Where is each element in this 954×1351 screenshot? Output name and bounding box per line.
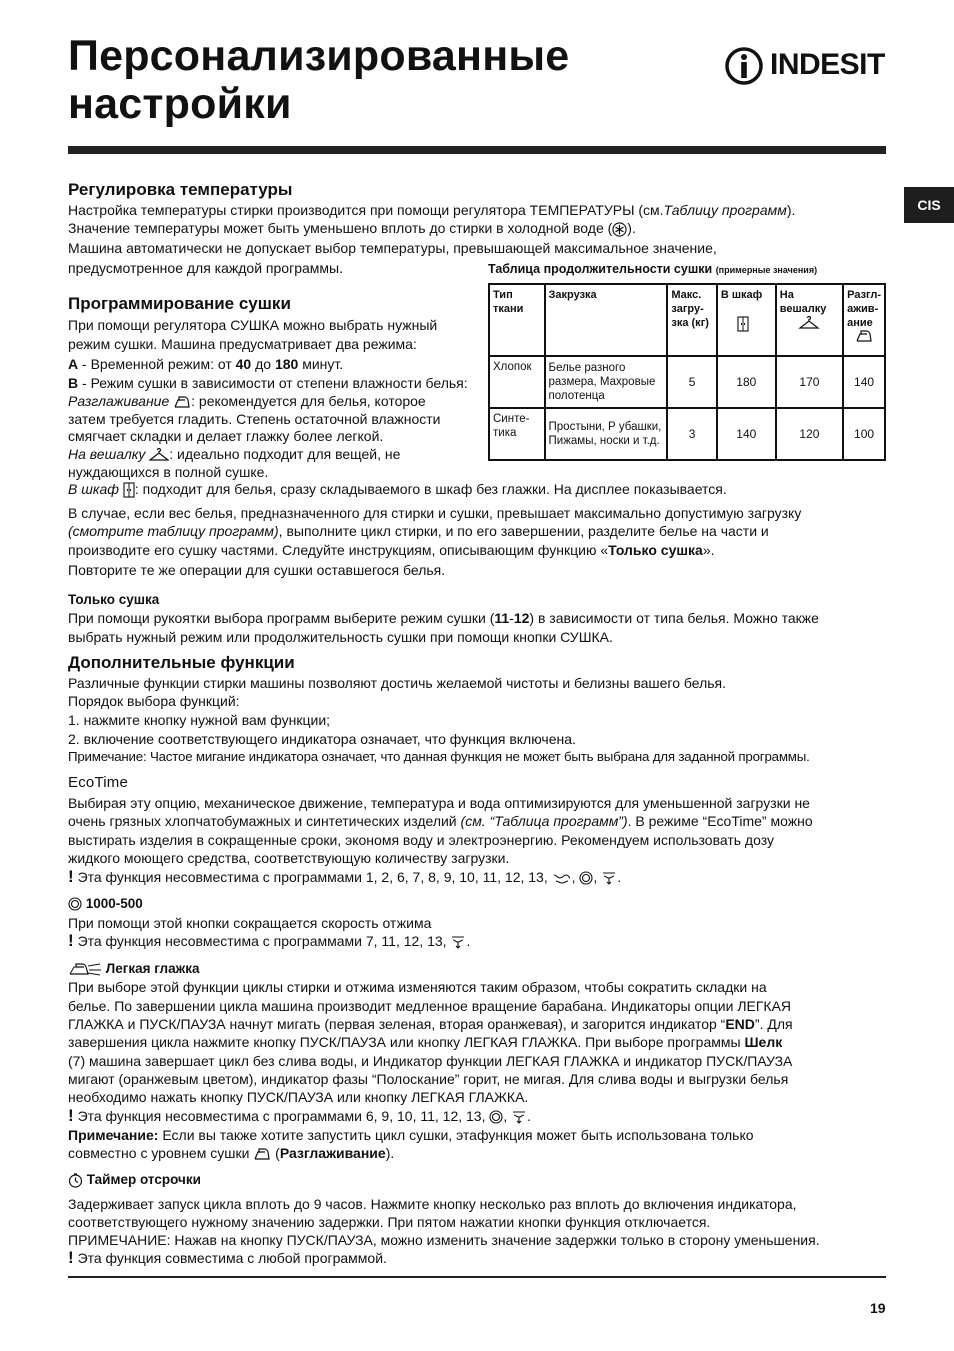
easy-iron-line-5: (7) машина завершает цикл без слива воды, и Индикатор функции ЛЕГКАЯ ГЛАЖКА и индикатор ПУСК/ПАУЗА (68, 1053, 793, 1069)
easy-iron-line-3: ГЛАЖКА и ПУСК/ПАУЗА начнут мигать (первая зеленая, вторая оранжевая), и загорится индикатор “END”. Для (68, 1016, 793, 1032)
indesit-logo (722, 44, 888, 86)
drain-icon (450, 935, 466, 949)
timer-icon (68, 1173, 83, 1188)
brand-i-icon (724, 46, 764, 86)
cupboard-icon (737, 316, 749, 332)
only-dry-heading: Только сушка (68, 592, 160, 607)
extra-line-3: 1. нажмите кнопку нужной вам функции; (68, 712, 331, 728)
cell-iron: 140 (843, 356, 885, 408)
dry-line-2: режим сушки. Машина предусматривает два режима: (68, 336, 417, 352)
language-tab: CIS (904, 187, 954, 223)
col-header-type: Тип ткани (489, 284, 545, 356)
brand-name: INDESIT (770, 48, 885, 81)
dry-cupboard-line: В шкаф : подходит для белья, сразу складываемого в шкаф без глажки. На дисплее показывается. (68, 481, 727, 497)
extra-line-4: 2. включение соответствующего индикатора означает, что функция включена. (68, 731, 576, 747)
iron-icon (173, 396, 191, 408)
timer-title: Таймер отсрочки (68, 1171, 201, 1188)
cell-hanger: 170 (776, 356, 843, 408)
ecotime-warning: ! Эта функция несовместима с программами 1, 2, 6, 7, 8, 9, 10, 11, 12, 13, , , . (68, 867, 622, 886)
spin-icon (68, 897, 82, 911)
ecotime-line-1: Выбирая эту опцию, механическое движение, температура и вода оптимизируются для уменьшенной загрузки не (68, 795, 810, 811)
cell-load: Белье разного размера, Махровые полотенца (545, 356, 668, 408)
snowflake-icon (612, 222, 627, 237)
spin-section-title: 1000-500 (68, 895, 143, 912)
spin-warning: ! Эта функция несовместима с программами 7, 11, 12, 13, . (68, 931, 471, 950)
table-row (489, 408, 885, 460)
dry-p2-line-2: (смотрите таблицу программ), выполните цикл стирки, и по его завершении, разделите белье на части и (68, 523, 769, 539)
wool-icon (552, 871, 572, 885)
dry-iron-line-3: смягчает складки и делает глажку более легкой. (68, 428, 384, 444)
dry-p2-line-1: В случае, если вес белья, предназначенного для стирки и сушки, превышает максимально допустимую загрузку (68, 505, 802, 521)
page-title (68, 32, 569, 128)
spin-icon (579, 871, 593, 885)
dry-mode-a: A - Временной режим: от 40 до 180 минут. (68, 356, 344, 372)
temp-line-3: Машина автоматически не допускает выбор температуры, превышающей максимальное значение, (68, 240, 717, 256)
warning-icon: ! (68, 1248, 74, 1267)
warning-icon: ! (68, 931, 74, 950)
cell-max: 5 (667, 356, 717, 408)
timer-warning: ! Эта функция совместима с любой программой. (68, 1248, 387, 1267)
warning-icon: ! (68, 867, 74, 886)
ecotime-line-3: выстирать изделия в сокращенные сроки, экономя воду и электроэнергию. Рекомендуем использовать дозу (68, 832, 774, 848)
hanger-icon (149, 448, 169, 462)
dry-line-1: При помощи регулятора СУШКА можно выбрать нужный (68, 317, 438, 333)
cell-max: 3 (667, 408, 717, 460)
col-header-hanger: На вешалку (776, 284, 843, 356)
easy-iron-note-1: Примечание: Если вы также хотите запустить цикл сушки, этафункция может быть использована только (68, 1127, 754, 1143)
spin-icon (489, 1110, 503, 1124)
cell-hanger: 120 (776, 408, 843, 460)
temp-heading: Регулировка температуры (68, 180, 293, 199)
cell-cupboard: 180 (717, 356, 776, 408)
title-line-2: настройки (68, 80, 292, 128)
hanger-icon (798, 316, 820, 330)
header-divider (68, 146, 886, 154)
title-line-1: Персонализированные (68, 32, 570, 80)
timer-line-3: ПРИМЕЧАНИЕ: Нажав на кнопку ПУСК/ПАУЗА, можно изменить значение задержки только в сторону уменьшения. (68, 1232, 820, 1248)
temp-line-1: Настройка температуры стирки производится при помощи регулятора ТЕМПЕРАТУРЫ (см.Таблицу программ). (68, 202, 796, 218)
drain-icon (511, 1110, 527, 1124)
spin-line-1: При помощи этой кнопки сокращается скорость отжима (68, 915, 432, 931)
col-header-iron: Разгл-ажив-ание (843, 284, 885, 356)
easy-iron-title: Легкая глажка (68, 960, 199, 977)
ecotime-line-4: жидкого моющего средства, соответствующую количеству загрузки. (68, 850, 510, 866)
iron-icon (253, 1148, 271, 1160)
warning-icon: ! (68, 1106, 74, 1125)
only-dry-line-1: При помощи рукоятки выбора программ выберите режим сушки (11-12) в зависимости от типа белья. Можно также (68, 610, 819, 626)
extra-heading: Дополнительные функции (68, 653, 295, 672)
easy-iron-line-2: белье. По завершении цикла машина производит медленное вращение барабана. Индикаторы опции ЛЕГКАЯ (68, 998, 792, 1014)
cell-iron: 100 (843, 408, 885, 460)
dry-hanger-line: На вешалку : идеально подходит для вещей, не (68, 446, 401, 462)
easy-iron-note-2: совместно с уровнем сушки (Разглаживание). (68, 1145, 395, 1161)
cell-type: Синте-тика (489, 408, 545, 460)
easy-iron-line-1: При выборе этой функции циклы стирки и отжима изменяются таким образом, чтобы сократить складки на (68, 979, 767, 995)
easy-iron-line-7: необходимо нажать кнопку ПУСК/ПАУЗА или кнопку ЛЕГКАЯ ГЛАЖКА. (68, 1089, 529, 1105)
cell-type: Хлопок (489, 356, 545, 408)
dry-mode-b: B - Режим сушки в зависимости от степени влажности белья: (68, 375, 468, 391)
extra-note: Примечание: Частое мигание индикатора означает, что данная функция не может быть выбрана для заданной программы. (68, 749, 810, 764)
temp-line-2: Значение температуры может быть уменьшено вплоть до стирки в холодной воде ( ). (68, 220, 636, 236)
footer-divider (68, 1276, 886, 1278)
col-header-load: Закрузка (545, 284, 668, 356)
table-caption: Таблица продолжительности сушки (примерные значения) (488, 262, 818, 276)
cell-cupboard: 140 (717, 408, 776, 460)
dry-hanger-line-2: нуждающихся в полной сушке. (68, 464, 269, 480)
easy-iron-icon (68, 962, 102, 976)
table-row (489, 356, 885, 408)
col-header-cupboard: В шкаф (717, 284, 776, 356)
drain-icon (601, 871, 617, 885)
cell-load: Простыни, Р убашки, Пижамы, носки и т.д. (545, 408, 668, 460)
iron-icon (855, 330, 873, 342)
extra-line-2: Порядок выбора функций: (68, 693, 240, 709)
easy-iron-line-6: мигают (оранжевым цветом), индикатор фазы “Полоскание” горит, не мигая. Для слива воды и выгрузки белья (68, 1071, 789, 1087)
easy-iron-warning: ! Эта функция несовместима с программами 6, 9, 10, 11, 12, 13, , . (68, 1106, 532, 1125)
ecotime-line-2: очень грязных хлопчатобумажных и синтетических изделий (см. “Таблица программ”). В режиме “EcoTime” можно (68, 813, 813, 829)
page-number: 19 (870, 1300, 886, 1316)
easy-iron-line-4: завершения цикла нажмите кнопку ПУСК/ПАУЗА или кнопку ЛЕГКАЯ ГЛАЖКА. При выборе программы Шелк (68, 1034, 783, 1050)
dry-iron-line-2: затем требуется гладить. Степень остаточной влажности (68, 411, 441, 427)
dry-p2-line-4: Повторите те же операции для сушки оставшегося белья. (68, 562, 446, 578)
dry-heading: Программирование сушки (68, 294, 291, 313)
ecotime-label: EcoTime (68, 774, 129, 791)
dry-iron-line: Разглаживание : рекомендуется для белья, которое (68, 393, 426, 409)
dry-p2-line-3: производите его сушку частями. Следуйте инструкциям, описывающим функцию «Только сушка». (68, 542, 715, 558)
temp-line-4: предусмотренное для каждой программы. (68, 260, 343, 276)
cupboard-icon (123, 482, 135, 498)
col-header-max: Макс. загру-зка (кг) (667, 284, 717, 356)
timer-line-1: Задерживает запуск цикла вплоть до 9 часов. Нажмите кнопку несколько раз вплоть до включения индикатора, (68, 1196, 797, 1212)
only-dry-line-2: выбрать нужный режим или продолжительность сушки при помощи кнопки СУШКА. (68, 629, 613, 645)
drying-time-table (488, 283, 886, 461)
timer-line-2: соответствующего нужному значению задержки. При пятом нажатии кнопки функция отключается. (68, 1214, 711, 1230)
extra-line-1: Различные функции стирки машины позволяют достичь желаемой чистоты и белизны вашего белья. (68, 675, 726, 691)
